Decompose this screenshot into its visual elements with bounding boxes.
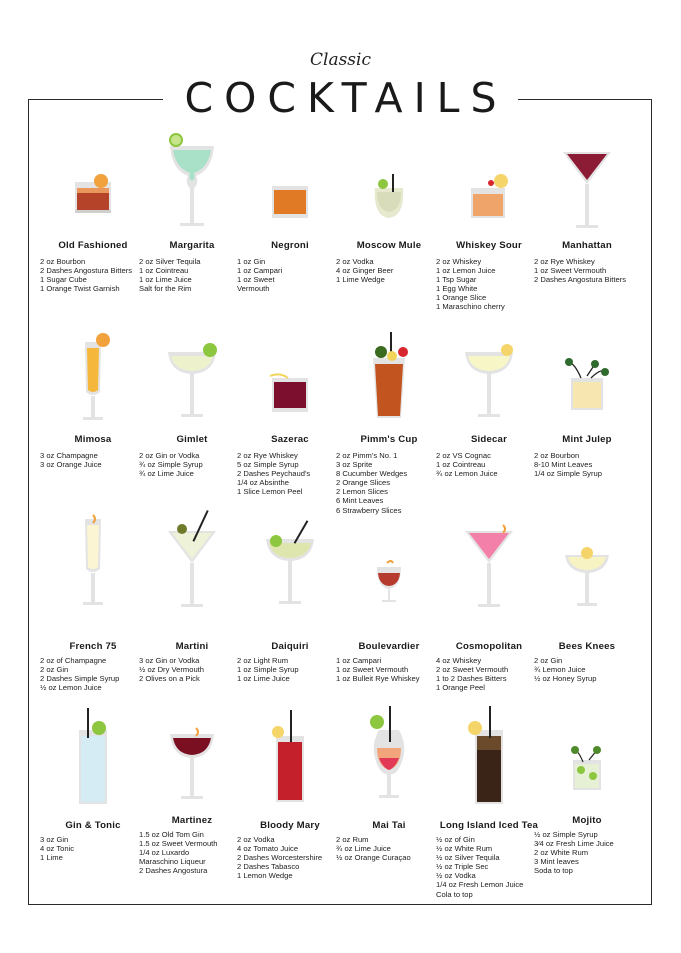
ingredient-list (336, 656, 446, 683)
ingredient-line: 1 Lime Wedge (336, 275, 385, 285)
highball-glass-icon (40, 700, 146, 812)
ingredient-list (139, 257, 249, 293)
ingredient-line: 2 oz of Champagne (40, 656, 107, 665)
ingredient-line: 1 oz Cointreau (139, 266, 189, 276)
ingredient-line: 1 oz Campari (237, 266, 283, 276)
highball-glass-icon (336, 318, 442, 430)
coupe-glass-icon (237, 505, 343, 617)
ingredient-line: 1 oz Bulleit Rye Whiskey (336, 674, 420, 684)
ingredient-line: ½ oz Simple Syrup (534, 830, 598, 839)
highball-glass-icon (436, 700, 542, 812)
ingredient-line: Cola to top (436, 889, 473, 899)
ingredient-list (40, 257, 150, 293)
ingredient-line: 2 oz Pimm's No. 1 (336, 451, 398, 460)
rocks-glass-icon (534, 700, 640, 812)
ingredient-line: ½ oz Triple Sec (436, 862, 489, 872)
cocktail-name: Negroni (271, 240, 309, 251)
ingredient-line: ½ oz Vodka (436, 871, 476, 881)
ingredient-list (237, 835, 347, 880)
ingredient-line: 2 Dashes Angostura Bitters (534, 275, 627, 285)
ingredient-line: 3 oz Sprite (336, 460, 373, 470)
cocktail-name: Mimosa (74, 434, 112, 445)
ingredient-list (436, 451, 546, 478)
ingredient-line: 2 oz Bourbon (534, 451, 580, 460)
coupe-glass-icon (436, 318, 542, 430)
ingredient-line: 2 Dashes Angostura (139, 866, 208, 876)
ingredient-list (534, 451, 644, 478)
cocktail-name: French 75 (69, 641, 117, 652)
ingredient-line: ½ oz Dry Vermouth (139, 665, 204, 675)
ingredient-line: 1 Lime (40, 853, 63, 863)
ingredient-line: 2 Dashes Peychaud's (237, 469, 311, 479)
ingredient-line: 4 oz Ginger Beer (336, 266, 394, 276)
cocktail-name: Bloody Mary (260, 820, 320, 831)
ingredient-line: 8 Cucumber Wedges (336, 469, 408, 479)
ingredient-line: 4 oz Tomato Juice (237, 844, 299, 854)
ingredient-line: Salt for the Rim (139, 284, 192, 294)
ingredient-list (534, 830, 644, 875)
ingredient-list (237, 257, 347, 293)
ingredient-line: 3 Mint leaves (534, 857, 579, 867)
ingredient-line: 6 Mint Leaves (336, 496, 384, 506)
ingredient-line: 1 Lemon Wedge (237, 871, 293, 881)
ingredient-line: 1 oz Gin (237, 257, 266, 266)
header-script: Classic (310, 50, 371, 70)
ingredient-line: ¾ oz Lemon Juice (436, 469, 498, 479)
ingredient-line: 2 oz Gin or Vodka (139, 451, 200, 460)
julep-cup-icon (534, 318, 640, 430)
ingredient-list (436, 835, 546, 899)
ingredient-line: 1 Maraschino cherry (436, 302, 505, 312)
ingredient-line: 2 oz Rye Whiskey (534, 257, 595, 266)
ingredient-list (139, 830, 249, 875)
ingredient-line: 2 oz Light Rum (237, 656, 289, 665)
ingredient-line: ¾ oz Simple Syrup (139, 460, 203, 470)
ingredient-line: 2 oz Vodka (237, 835, 275, 844)
coupe-glass-icon (534, 505, 640, 617)
ingredient-line: 2 oz Sweet Vermouth (436, 665, 509, 675)
ingredient-line: ½ oz Honey Syrup (534, 674, 597, 684)
ingredient-line: ¾ Lemon Juice (534, 665, 586, 675)
ingredient-list (534, 257, 644, 284)
ingredient-line: Soda to top (534, 866, 573, 876)
coupe-glass-icon (139, 318, 245, 430)
ingredient-list (336, 835, 446, 862)
ingredient-line: 3 oz Gin or Vodka (139, 656, 200, 665)
ingredient-line: 1 oz Cointreau (436, 460, 486, 470)
ingredient-line: 2 oz Silver Tequila (139, 257, 201, 266)
wine-glass-icon (336, 505, 442, 617)
ingredient-line: 1 oz Simple Syrup (237, 665, 299, 675)
rocks-glass-icon (237, 318, 343, 430)
ingredient-line: 2 oz Whiskey (436, 257, 482, 266)
ingredient-line: 1/4 oz Absinthe (237, 478, 289, 488)
copper-mug-icon (336, 126, 442, 238)
ingredient-line: 1.5 oz Old Tom Gin (139, 830, 204, 839)
ingredient-line: 2 Orange Slices (336, 478, 391, 488)
ingredient-list (534, 656, 644, 683)
ingredient-line: Vermouth (237, 284, 270, 294)
ingredient-line: 2 oz VS Cognac (436, 451, 491, 460)
cocktail-name: Sazerac (271, 434, 309, 445)
martini-glass-icon (534, 126, 640, 238)
ingredient-line: 1 Sugar Cube (40, 275, 87, 285)
old-fashioned-glass-icon (40, 126, 146, 238)
sour-glass-icon (436, 126, 542, 238)
ingredient-line: ½ oz White Rum (436, 844, 493, 854)
ingredient-line: 1 oz Sweet Vermouth (534, 266, 607, 276)
ingredient-line: 2 Dashes Angostura Bitters (40, 266, 133, 276)
ingredient-list (40, 835, 150, 862)
ingredient-list (40, 656, 150, 692)
ingredient-line: 6 Strawberry Slices (336, 505, 402, 515)
cocktail-name: Daiquiri (271, 641, 309, 652)
ingredient-line: 2 oz Bourbon (40, 257, 86, 266)
ingredient-line: 4 oz Tonic (40, 844, 75, 854)
flute-glass-icon (40, 505, 146, 617)
ingredient-line: 3 oz Champagne (40, 451, 98, 460)
cocktail-name: Moscow Mule (356, 240, 422, 251)
ingredient-line: 1 Slice Lemon Peel (237, 487, 303, 497)
cocktail-name: Whiskey Sour (456, 240, 522, 251)
ingredient-line: 1 oz Sweet (237, 275, 275, 285)
ingredient-line: 1/4 oz Fresh Lemon Juice (436, 880, 524, 890)
ingredient-line: ½ oz Silver Tequila (436, 853, 500, 863)
page-title: COCKTAILS (184, 74, 508, 122)
ingredient-line: 3 oz Gin (40, 835, 69, 844)
ingredient-line: 3 oz Orange Juice (40, 460, 102, 470)
cocktail-name: Mojito (572, 815, 602, 826)
ingredient-line: 1 Orange Twist Garnish (40, 284, 120, 294)
margarita-glass-icon (139, 126, 245, 238)
martini-glass-icon (139, 505, 245, 617)
ingredient-line: 2 Dashes Simple Syrup (40, 674, 120, 684)
ingredient-line: 5 oz Simple Syrup (237, 460, 299, 470)
cocktail-name: Martini (175, 641, 209, 652)
ingredient-line: 1/4 oz Luxardo (139, 848, 190, 858)
ingredient-line: ½ oz Orange Curaçao (336, 853, 411, 863)
cocktail-name: Gin & Tonic (65, 820, 121, 831)
ingredient-line: ¾ oz Lime Juice (336, 844, 391, 854)
ingredient-line: 2 oz Gin (534, 656, 563, 665)
ingredient-line: 1 oz Lemon Juice (436, 266, 496, 276)
ingredient-line: 1 oz Sweet Vermouth (336, 665, 409, 675)
ingredient-list (139, 451, 249, 478)
ingredient-line: 2 Lemon Slices (336, 487, 388, 497)
ingredient-list (336, 257, 446, 284)
coupe-glass-icon (139, 700, 245, 812)
cocktail-name: Cosmopolitan (455, 641, 523, 652)
cocktail-name: Bees Knees (558, 641, 616, 652)
ingredient-line: 2 oz Vodka (336, 257, 374, 266)
cocktail-name: Martinez (171, 815, 213, 826)
cocktail-name: Pimm's Cup (360, 434, 418, 445)
flute-glass-icon (40, 318, 146, 430)
cocktail-name: Mai Tai (372, 820, 406, 831)
ingredient-line: 1.5 oz Sweet Vermouth (139, 839, 218, 849)
rocks-glass-icon (237, 126, 343, 238)
cocktail-name: Boulevardier (358, 641, 420, 652)
ingredient-list (139, 656, 249, 683)
ingredient-line: 8-10 Mint Leaves (534, 460, 593, 470)
ingredient-line: 1 to 2 Dashes Bitters (436, 674, 507, 684)
ingredient-line: 1 oz Lime Juice (139, 275, 192, 285)
ingredient-line: 1 oz Campari (336, 656, 382, 665)
cocktail-name: Sidecar (470, 434, 508, 445)
ingredient-line: ½ oz of Gin (436, 835, 475, 844)
ingredient-list (40, 451, 150, 469)
ingredient-list (436, 257, 546, 312)
ingredient-list (237, 656, 347, 683)
cocktail-name: Mint Julep (562, 434, 612, 445)
ingredient-line: 2 oz Rum (336, 835, 369, 844)
ingredient-line: 1 Egg White (436, 284, 478, 294)
ingredient-line: ½ oz Lemon Juice (40, 683, 102, 693)
highball-glass-icon (237, 700, 343, 812)
ingredient-line: 1 oz Lime Juice (237, 674, 290, 684)
martini-glass-icon (436, 505, 542, 617)
ingredient-line: 3⁄4 oz Fresh Lime Juice (534, 839, 614, 849)
ingredient-list (237, 451, 347, 496)
ingredient-line: 2 Olives on a Pick (139, 674, 200, 684)
ingredient-line: 2 oz Gin (40, 665, 69, 675)
ingredient-line: 2 Dashes Worcestershire (237, 853, 323, 863)
cocktail-name: Long Island Iced Tea (439, 820, 539, 831)
hurricane-glass-icon (336, 700, 442, 812)
cocktail-name: Manhattan (562, 240, 612, 251)
ingredient-list (436, 656, 546, 692)
ingredient-line: 1/4 oz Simple Syrup (534, 469, 602, 479)
ingredient-line: 2 oz Rye Whiskey (237, 451, 298, 460)
ingredient-line: Maraschino Liqueur (139, 857, 206, 867)
ingredient-line: ¾ oz Lime Juice (139, 469, 194, 479)
ingredient-line: 4 oz Whiskey (436, 656, 482, 665)
cocktail-name: Margarita (169, 240, 215, 251)
cocktail-name: Gimlet (176, 434, 208, 445)
ingredient-line: 1 Orange Slice (436, 293, 487, 303)
ingredient-line: 1 Tsp Sugar (436, 275, 477, 285)
ingredient-line: 1 Orange Peel (436, 683, 485, 693)
ingredient-line: 2 oz White Rum (534, 848, 589, 858)
ingredient-line: 2 Dashes Tabasco (237, 862, 300, 872)
cocktail-name: Old Fashioned (58, 240, 128, 251)
